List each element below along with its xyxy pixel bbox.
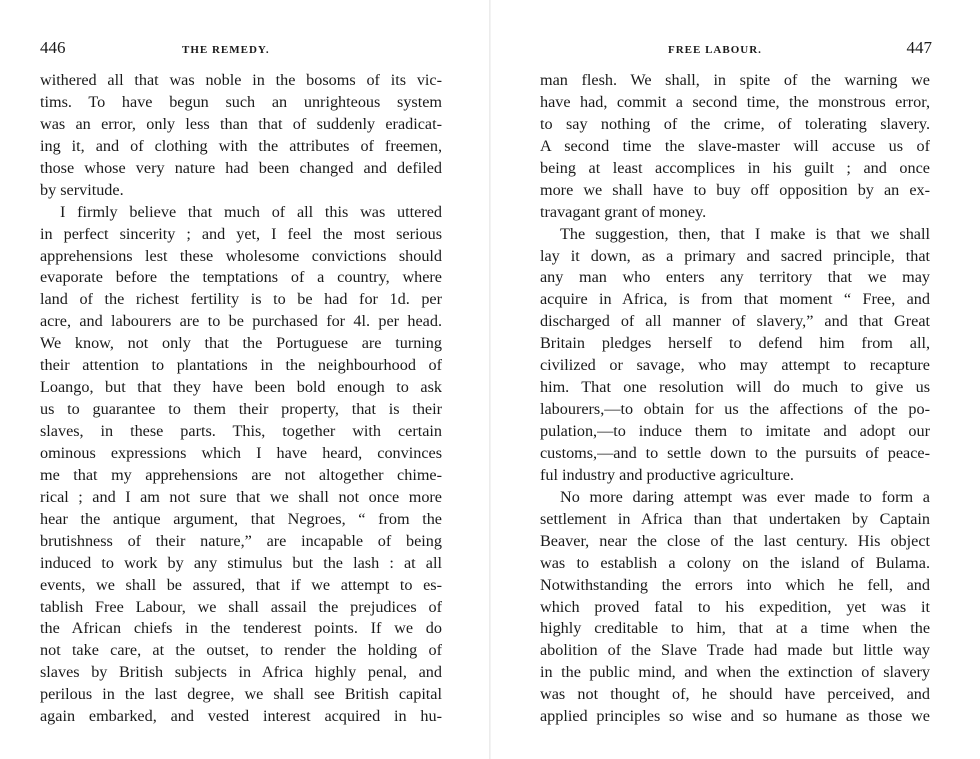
text-line: withered all that was noble in the bosoms of its vic-: [40, 71, 442, 89]
right-page-text: [540, 70, 930, 728]
text-line: ominous expressions which I have heard, convinces: [40, 443, 442, 462]
text-line: abolition of the Slave Trade had made but little way: [540, 641, 930, 660]
text-line: perilous in the last degree, we shall see British capital: [40, 685, 442, 704]
text-line: lay it down, as a primary and sacred principle, that: [540, 246, 930, 265]
text-line: A second time the slave-master will accuse us of: [540, 136, 930, 155]
text-line: induced to work by any stimulus but the lash : at all: [40, 553, 442, 572]
left-page-number: 446: [40, 38, 66, 57]
text-line: travagant grant of money.: [540, 202, 707, 221]
text-line: tims. To have begun such an unrighteous system: [40, 92, 442, 111]
text-line: hear the antique argument, that Negroes, “ from the: [40, 509, 442, 528]
right-page-header: [548, 38, 932, 58]
text-line: Beaver, near the close of the last century. His object: [540, 531, 930, 550]
text-line: man flesh. We shall, in spite of the warning we: [540, 71, 930, 89]
text-line: apprehensions lest these wholesome convictions should: [40, 246, 442, 265]
text-line: highly creditable to him, that at a time when the: [540, 619, 930, 638]
text-line: more we shall have to buy off opposition by an ex-: [540, 180, 930, 199]
text-line: again embarked, and vested interest acquired in hu-: [40, 707, 442, 726]
text-line: ful industry and productive agriculture.: [540, 465, 794, 484]
text-line: in the public mind, and when the extinction of slavery: [540, 663, 930, 682]
text-line: him. That one resolution will do much to give us: [540, 378, 930, 397]
text-line: their attention to plantations in the neighbourhood of: [40, 356, 442, 375]
text-line: civilized or savage, who may attempt to recapture: [540, 356, 930, 375]
text-line: events, we shall be assured, that if we attempt to es-: [40, 575, 442, 594]
text-line: being at least accomplices in his guilt ; and once: [540, 158, 930, 177]
right-page-number: 447: [906, 38, 932, 57]
text-line: the African chiefs in the tenderest points. If we do: [40, 619, 442, 638]
text-line: was to establish a colony on the island of Bulama.: [540, 553, 930, 572]
text-line: settlement in Africa than that undertaken by Captain: [540, 509, 930, 528]
text-line: by servitude.: [40, 180, 124, 199]
text-line: slaves, in these parts. This, together with certain: [40, 422, 442, 440]
right-page: [490, 0, 980, 759]
text-line: was not thought of, he should have perceived, and: [540, 685, 930, 704]
text-line: land of the richest fertility is to be had for 1d. per: [40, 290, 442, 309]
text-line: applied principles so wise and so humane as those we: [540, 707, 930, 726]
text-line: Loango, but that they have been bold enough to ask: [40, 378, 442, 397]
text-line: which proved fatal to his expedition, yet was it: [540, 597, 930, 616]
text-line: us to guarantee to them their property, that is their: [40, 400, 442, 419]
text-line: No more daring attempt was ever made to form a: [560, 487, 930, 506]
text-line: in perfect sincerity ; and yet, I feel the most serious: [40, 224, 442, 243]
text-line: rical ; and I am not sure that we shall not once more: [40, 487, 442, 506]
text-line: brutishness of their nature,” are incapable of being: [40, 531, 442, 550]
text-line: I firmly believe that much of all this was uttered: [60, 202, 442, 221]
text-line: Notwithstanding the errors into which he fell, and: [540, 575, 930, 594]
text-line: labourers,—to obtain for us the affections of the po-: [540, 400, 930, 419]
text-line: any man who enters any territory that we may: [540, 268, 930, 287]
text-line: The suggestion, then, that I make is that we shall: [560, 224, 930, 243]
right-running-head: FREE LABOUR.: [668, 44, 762, 56]
text-line: those whose very nature had been changed and defiled: [40, 158, 442, 177]
text-line: Britain pledges herself to defend him from all,: [540, 334, 930, 353]
left-page-text: [40, 70, 442, 728]
text-line: was an error, only less than that of suddenly eradicat-: [40, 114, 442, 133]
text-line: not take care, at the outset, to render the holding of: [40, 641, 442, 660]
text-line: to say nothing of the crime, of tolerating slavery.: [540, 114, 930, 133]
text-line: have had, commit a second time, the monstrous error,: [540, 92, 930, 111]
left-running-head: THE REMEDY.: [182, 44, 270, 56]
text-line: acre, and labourers are to be purchased for 4l. per head.: [40, 312, 442, 331]
text-line: discharged of all manner of slavery,” and that Great: [540, 312, 930, 331]
text-line: evaporate before the temptations of a country, where: [40, 268, 442, 287]
left-page-header: [40, 38, 442, 58]
text-line: acquire in Africa, is from that moment “ Free, and: [540, 290, 930, 309]
text-line: customs,—and to settle down to the pursuits of peace-: [540, 443, 930, 462]
text-line: pulation,—to induce them to imitate and adopt our: [540, 422, 930, 440]
text-line: tablish Free Labour, we shall assail the prejudices of: [40, 597, 442, 616]
text-line: ing it, and of clothing with the attributes of freemen,: [40, 136, 442, 155]
text-line: slaves by British subjects in Africa highly penal, and: [40, 663, 442, 682]
text-line: We know, not only that the Portuguese are turning: [40, 334, 442, 353]
text-line: me that my apprehensions are not altogether chime-: [40, 465, 442, 484]
